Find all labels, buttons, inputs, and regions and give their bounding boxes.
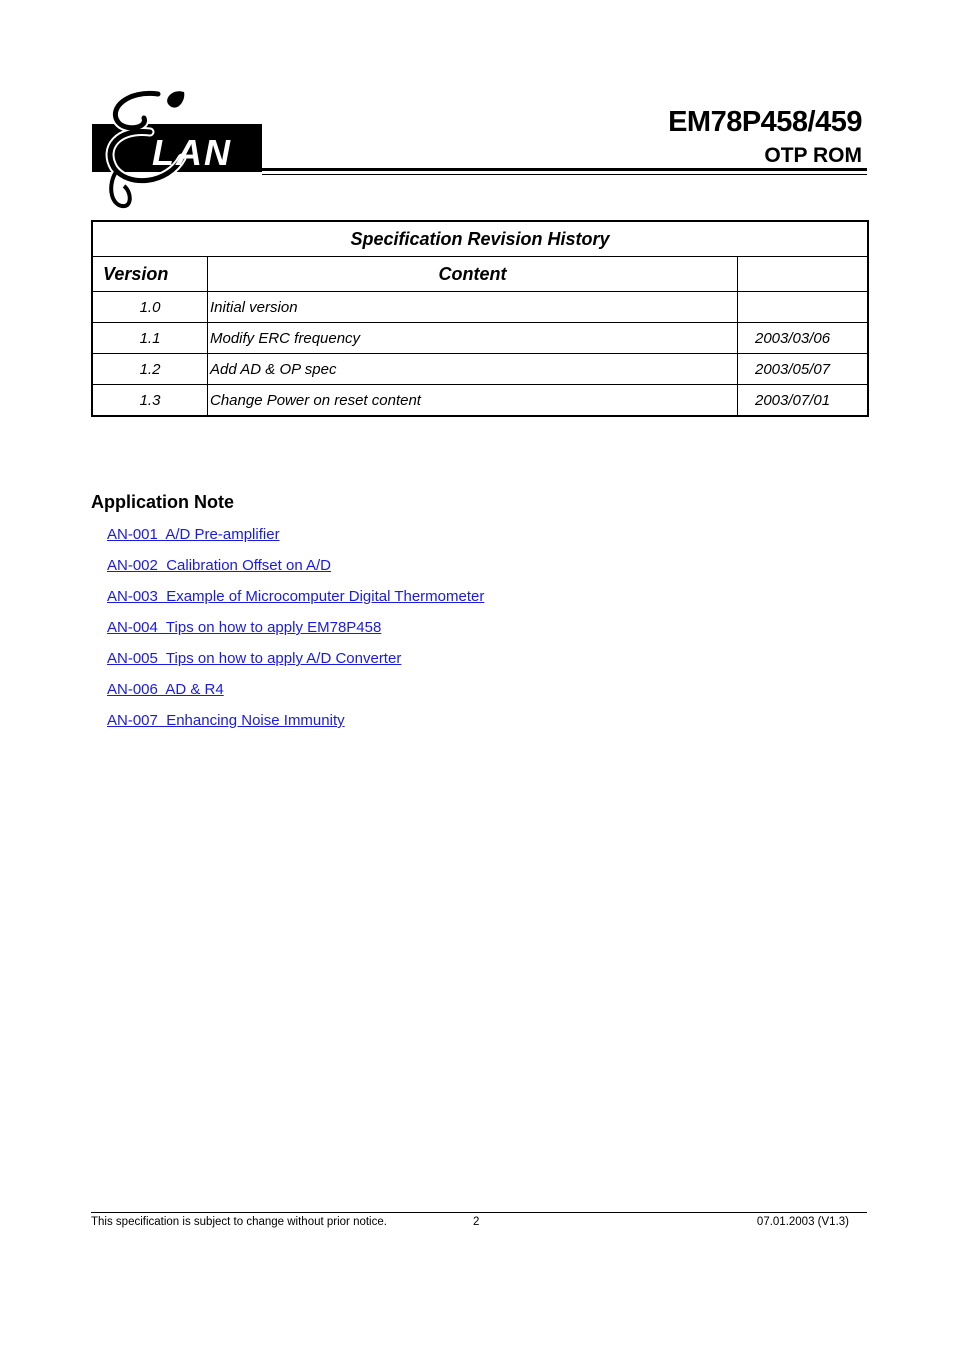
table-header-row bbox=[92, 257, 868, 292]
column-header-date bbox=[738, 257, 869, 292]
table-row bbox=[92, 292, 868, 323]
version-cell: 1.3 bbox=[92, 385, 208, 417]
date-cell: 2003/07/01 bbox=[738, 385, 869, 417]
app-note-link-an005[interactable]: AN-005 Tips on how to apply A/D Converter bbox=[107, 650, 402, 667]
app-note-link-an004[interactable]: AN-004 Tips on how to apply EM78P458 bbox=[107, 619, 382, 636]
content-cell: Modify ERC frequency bbox=[208, 323, 738, 354]
document-subtitle: OTP ROM bbox=[764, 144, 862, 167]
version-cell: 1.2 bbox=[92, 354, 208, 385]
app-note-link-an007[interactable]: AN-007 Enhancing Noise Immunity bbox=[107, 712, 345, 729]
version-cell: 1.0 bbox=[92, 292, 208, 323]
revision-history-table bbox=[91, 220, 869, 417]
app-note-link-an002[interactable]: AN-002 Calibration Offset on A/D bbox=[107, 557, 332, 574]
list-item bbox=[107, 526, 484, 557]
table-caption: Specification Revision History bbox=[92, 221, 868, 257]
date-cell: 2003/05/07 bbox=[738, 354, 869, 385]
footer-notice: This specification is subject to change without prior notice. bbox=[91, 1216, 387, 1228]
document-title: EM78P458/459 bbox=[668, 106, 862, 138]
header-rule bbox=[262, 168, 867, 171]
header-rule-thin bbox=[262, 174, 867, 175]
list-item bbox=[107, 588, 484, 619]
app-note-link-an001[interactable]: AN-001 A/D Pre-amplifier bbox=[107, 526, 280, 543]
list-item bbox=[107, 619, 484, 650]
list-item bbox=[107, 650, 484, 681]
table-row bbox=[92, 354, 868, 385]
version-cell: 1.1 bbox=[92, 323, 208, 354]
list-item bbox=[107, 681, 484, 712]
column-header-version: Version bbox=[92, 257, 208, 292]
content-cell: Initial version bbox=[208, 292, 738, 323]
date-cell bbox=[738, 292, 869, 323]
footer-date-version: 07.01.2003 (V1.3) bbox=[756, 1216, 849, 1228]
application-note-list bbox=[107, 526, 484, 743]
list-item bbox=[107, 557, 484, 588]
column-header-content: Content bbox=[208, 257, 738, 292]
date-cell: 2003/03/06 bbox=[738, 323, 869, 354]
logo-wordmark: LAN bbox=[152, 132, 232, 173]
footer-rule bbox=[91, 1212, 867, 1213]
page-number: 2 bbox=[473, 1216, 480, 1228]
content-cell: Change Power on reset content bbox=[208, 385, 738, 417]
application-note-heading: Application Note bbox=[91, 492, 234, 512]
list-item bbox=[107, 712, 484, 743]
content-cell: Add AD & OP spec bbox=[208, 354, 738, 385]
app-note-link-an003[interactable]: AN-003 Example of Microcomputer Digital Thermometer bbox=[107, 588, 485, 605]
table-row bbox=[92, 385, 868, 417]
app-note-link-an006[interactable]: AN-006 AD & R4 bbox=[107, 681, 224, 698]
table-row bbox=[92, 323, 868, 354]
